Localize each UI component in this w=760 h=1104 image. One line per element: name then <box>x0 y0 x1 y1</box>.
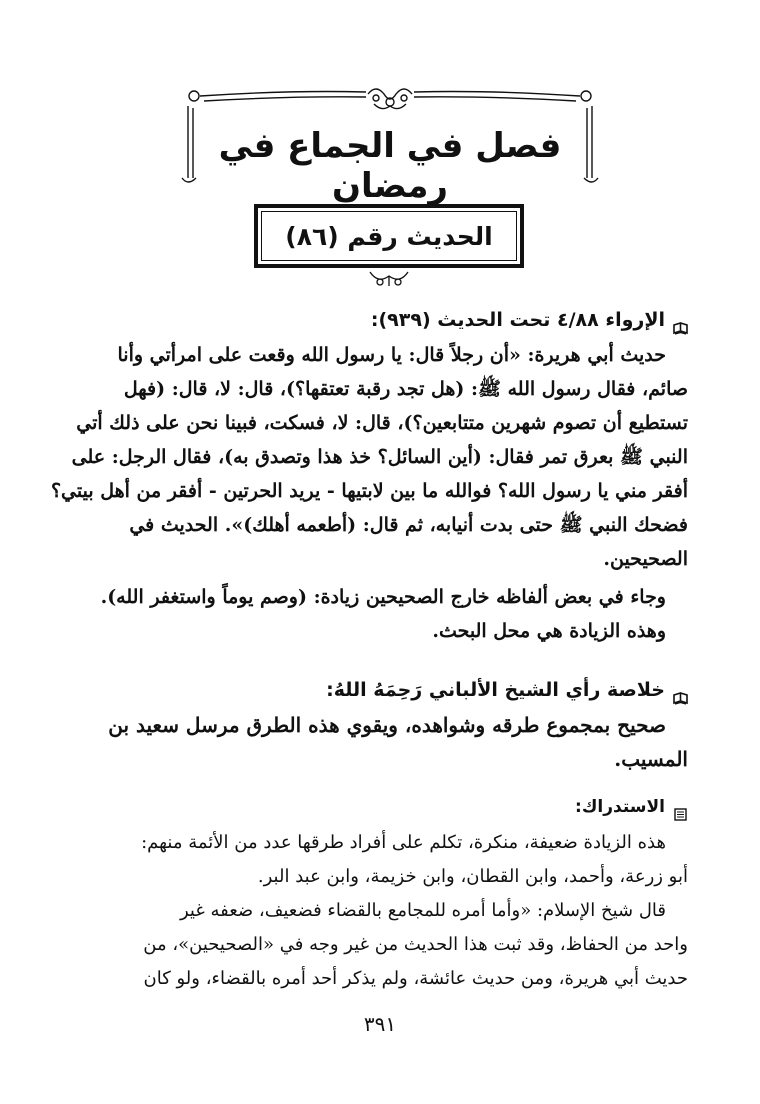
addition-line: وهذه الزيادة هي محل البحث. <box>432 620 666 642</box>
summary-line: المسيب. <box>614 747 688 771</box>
divider-ornament-icon <box>366 268 412 290</box>
hadith-number-label: الحديث رقم (٨٦) <box>285 221 493 251</box>
chapter-title: فصل في الجماع في رمضان <box>218 126 562 206</box>
hadith-line: صائم، فقال رسول الله ﷺ: (هل تجد رقبة تعتقها؟)، قال: لا، قال: (فهل <box>123 378 688 400</box>
summary-heading: خلاصة رأي الشيخ الألباني رَحِمَهُ اللهُ: <box>326 679 665 701</box>
addition-text <box>78 580 688 648</box>
hadith-line: النبي ﷺ بعرق تمر فقال: (أين السائل؟ خذ هذا وتصدق به)، فقال الرجل: على <box>71 446 688 468</box>
hadith-line: حديث أبي هريرة: «أن رجلاً قال: يا رسول الله وقعت على امرأتي وأنا <box>117 344 666 366</box>
source-heading: الإرواء ٤/٨٨ تحت الحديث (٩٣٩): <box>370 309 665 331</box>
book-icon <box>673 684 688 697</box>
critique-text <box>78 826 688 996</box>
summary-line: صحيح بمجموع طرقه وشواهده، ويقوي هذه الطرق مرسل سعيد بن <box>108 713 666 737</box>
source-heading-row <box>78 305 688 335</box>
hadith-text <box>50 338 688 576</box>
critique-line: حديث أبي هريرة، ومن حديث عائشة، ولم يذكر أحد أمره بالقضاء، ولو كان <box>143 968 688 989</box>
critique-line: واحد من الحفاظ، وقد ثبت هذا الحديث من غير وجه في «الصحيحين»، من <box>143 934 688 955</box>
critique-line: أبو زرعة، وأحمد، وابن القطان، وابن خزيمة، وابن عبد البر. <box>257 866 688 887</box>
hadith-number-box <box>254 204 524 268</box>
addition-line: وجاء في بعض ألفاظه خارج الصحيحين زيادة: (وصم يوماً واستغفر الله). <box>100 586 666 608</box>
book-icon <box>673 314 688 327</box>
page-number: ٣٩١ <box>363 1012 397 1036</box>
hadith-line: أفقر مني يا رسول الله؟ فوالله ما بين لابتيها - يريد الحرتين - أفقر من أهل بيتي؟ <box>50 480 688 502</box>
hadith-line: فضحك النبي ﷺ حتى بدت أنيابه، ثم قال: (أطعمه أهلك)». الحديث في <box>129 514 688 536</box>
hadith-line: تستطيع أن تصوم شهرين متتابعين؟)، قال: لا، فسكت، فبينا نحن على ذلك أتي <box>76 412 688 434</box>
hadith-line: الصحيحين. <box>603 548 688 570</box>
critique-heading-row <box>78 792 688 822</box>
critique-heading: الاستدراك: <box>575 797 665 817</box>
critique-line: هذه الزيادة ضعيفة، منكرة، تكلم على أفراد طرقها عدد من الأئمة منهم: <box>141 832 666 853</box>
summary-text <box>78 708 688 776</box>
critique-line: قال شيخ الإسلام: «وأما أمره للمجامع بالقضاء فضعيف، ضعفه غير <box>179 900 666 921</box>
notebook-icon <box>673 801 688 814</box>
summary-heading-row <box>78 675 688 705</box>
